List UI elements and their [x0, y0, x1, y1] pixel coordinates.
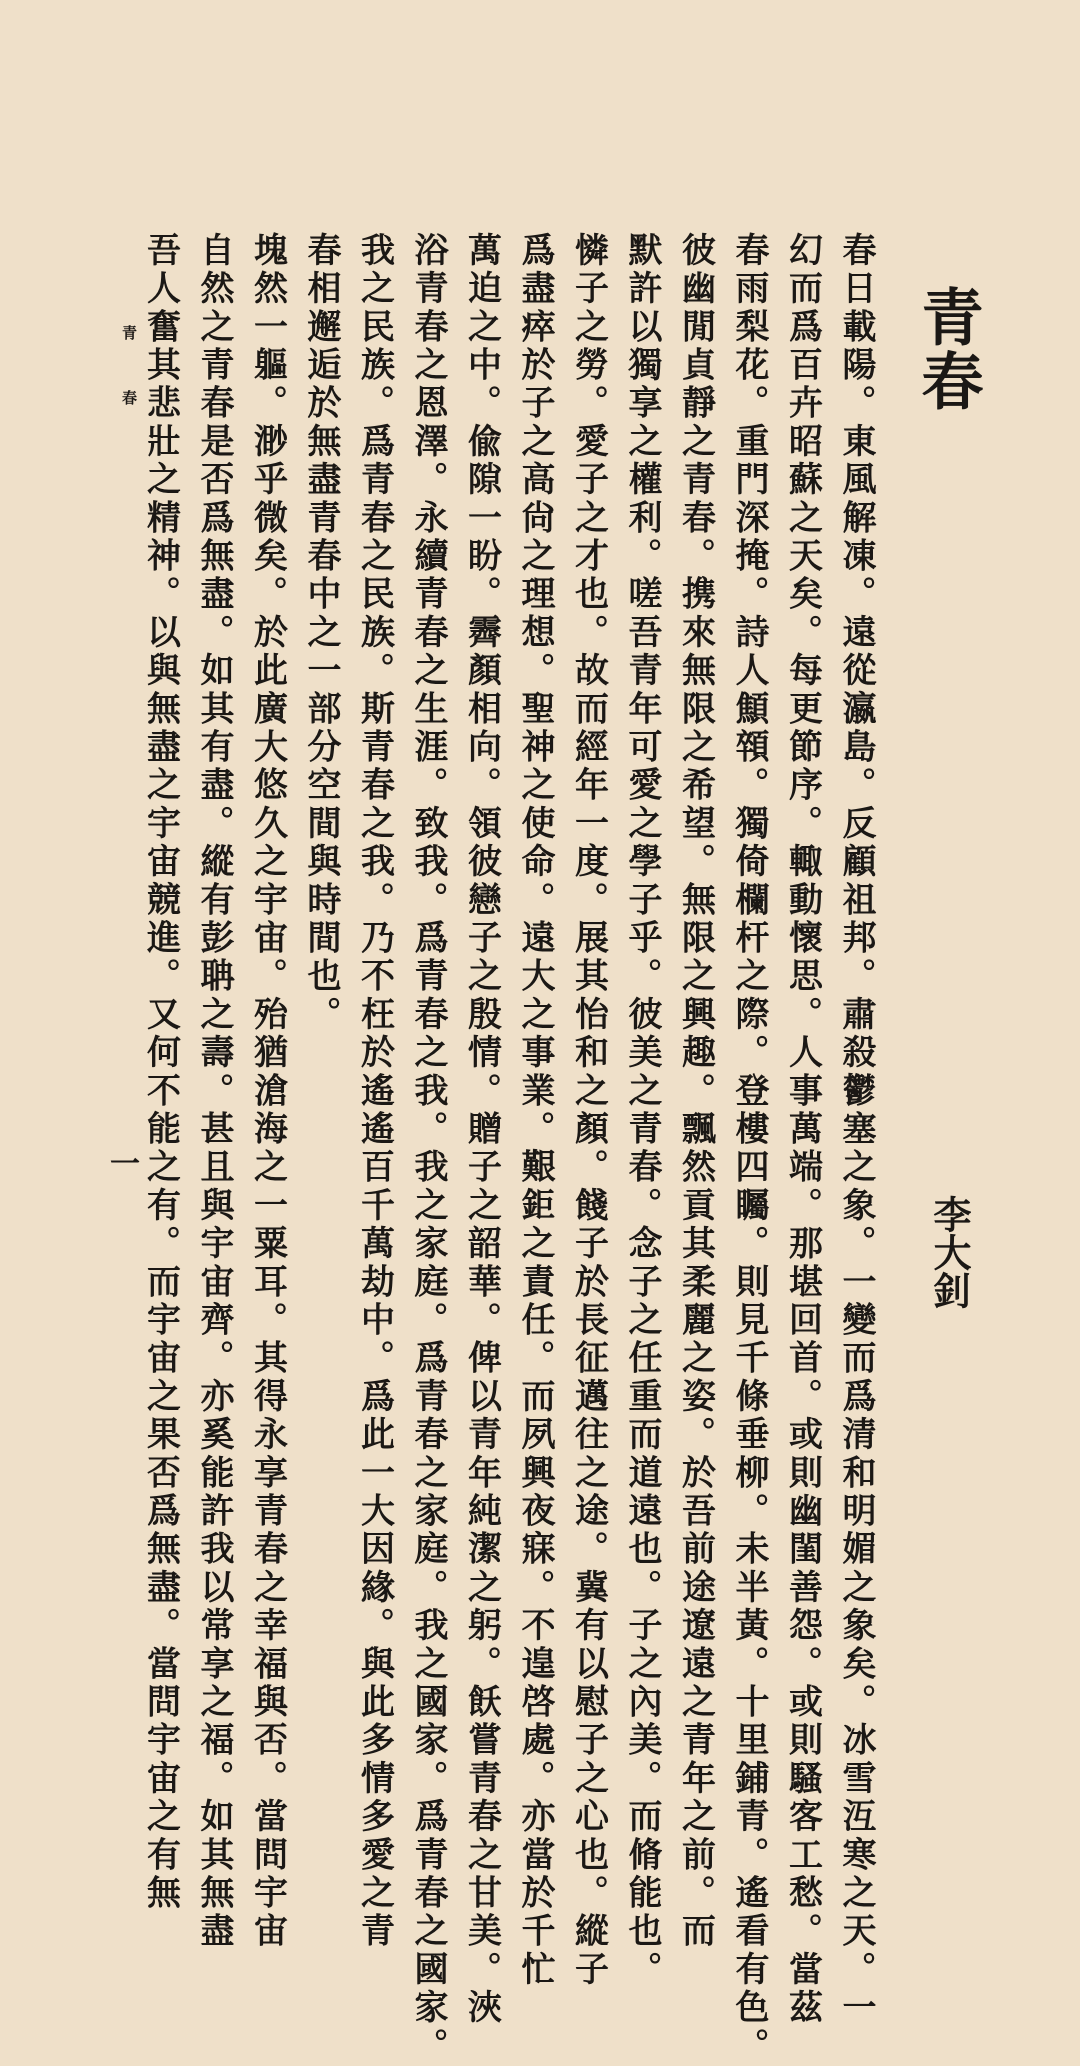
- running-head: 青春: [120, 325, 138, 455]
- text-column: 爲盡瘁於子之高尙之理想。聖神之使命。遠大之事業。艱鉅之責任。而夙興夜寐。不遑啓處。亦當於千忙: [515, 232, 555, 1990]
- text-column: 塊然一軀。渺乎微矣。於此廣大悠久之宇宙。殆猶滄海之一粟耳。其得永享青春之幸福與否。當問宇宙: [247, 232, 288, 1951]
- text-column: 我之民族。爲青春之民族。斯青春之我。乃不枉於遙遙百千萬劫中。爲此一大因緣。與此多情多愛之青: [354, 232, 395, 1951]
- page-title: 青春: [911, 285, 984, 413]
- page-number: 一: [110, 1147, 140, 1182]
- text-column: 幻而爲百卉昭蘇之天矣。每更節序。輙動懷思。人事萬端。那堪回首。或則幽閨善怨。或則騷客工愁。當茲: [782, 232, 823, 2028]
- text-column: 春雨梨花。重門深掩。詩人顦顇。獨倚欄杆之際。登樓四矚。則見千條垂柳。未半黃。十里鋪青。遙看有色。: [729, 232, 769, 2066]
- text-column: 默許以獨享之權利。嗟吾青年可愛之學子乎。彼美之青春。念子之任重而道遠也。子之內美。而脩能也。: [622, 232, 662, 1990]
- text-column: 春日載陽。東風解凍。遠從瀛島。反顧祖邦。肅殺鬱塞之象。一變而爲清和明媚之象矣。冰雪沍寒之天。一: [836, 232, 876, 2028]
- text-column: 彼幽閒貞靜之青春。携來無限之希望。無限之興趣。飄然貢其柔麗之姿。於吾前途遼遠之青年之前。而: [675, 232, 716, 1951]
- text-column: 浴青春之恩澤。永續青春之生涯。致我。爲青春之我。我之家庭。爲青春之家庭。我之國家。爲青春之國家。: [408, 232, 448, 2066]
- text-column: 吾人奮其悲壯之精神。以與無盡之宇宙競進。又何不能之有。而宇宙之果否爲無盡。當問宇宙之有無: [140, 232, 181, 1913]
- text-column: 憐子之勞。愛子之才也。故而經年一度。展其怡和之顏。餞子於長征邁往之途。冀有以慰子之心也。縱子: [568, 232, 609, 1990]
- author-name: 李大釗: [927, 1195, 972, 1309]
- text-column: 自然之青春是否爲無盡。如其有盡。縱有彭聃之壽。甚且與宇宙齊。亦奚能許我以常享之福。如其無盡: [194, 232, 234, 1951]
- text-column: 萬迫之中。偸隙一盼。霽顏相向。領彼戀子之殷情。贈子之韶華。俾以青年純潔之躬。飫嘗青春之甘美。浹: [461, 232, 502, 2028]
- text-column: 春相邂逅於無盡青春中之一部分空間與時間也。: [301, 232, 341, 1035]
- body-text: [140, 232, 882, 2066]
